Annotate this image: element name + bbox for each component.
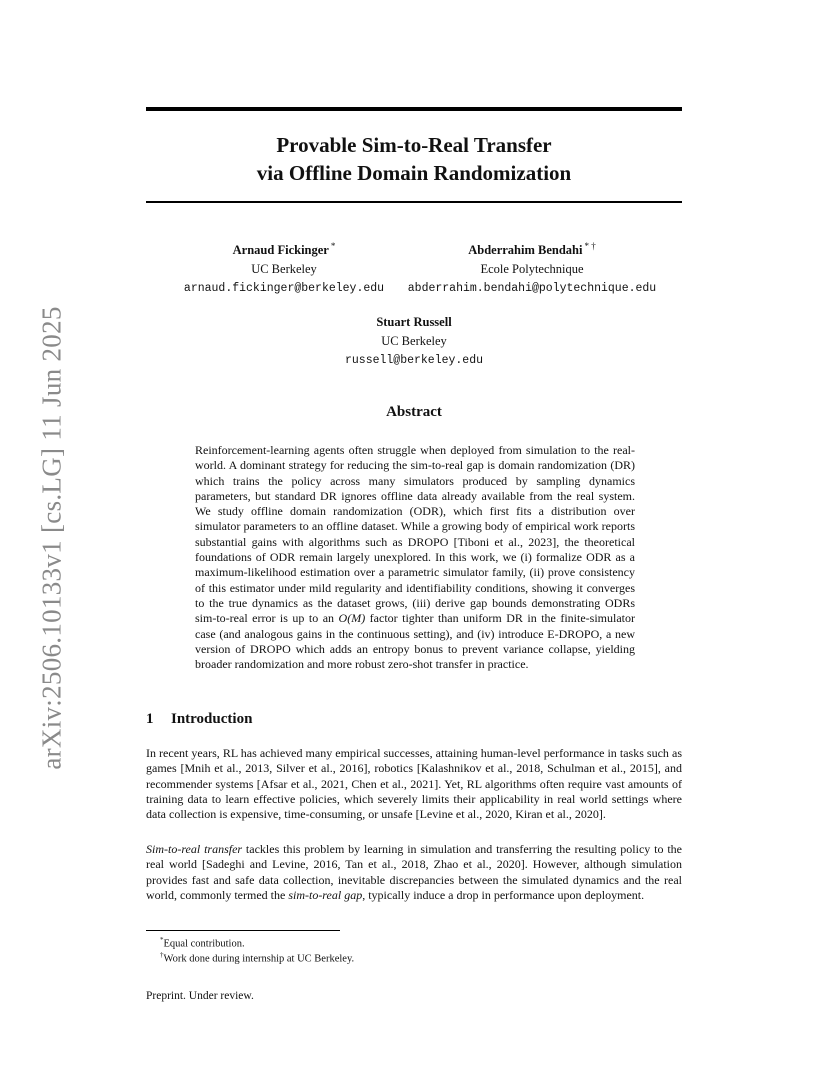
author-email: russell@berkeley.edu: [344, 354, 484, 367]
author-name: Stuart Russell: [376, 315, 452, 329]
paragraph-text: tackles this problem by learning in simulation and transferring the resulting policy to the real world [Sadeghi and Levine, 2016, Tan et al., 2018, Zhao et al., 2020]. However, although simulation provides fast and safe data collection, inevitable discrepancies between the simulated dynamics and the real world, commonly termed the: [146, 842, 682, 902]
section-title: Introduction: [171, 711, 253, 727]
author-affiliation: UC Berkeley: [251, 262, 317, 277]
footnote-text: Work done during internship at UC Berkeley.: [163, 953, 355, 965]
abstract-text-part-2: factor tighter than uniform DR in the finite-simulator case (and analogous gains in the continuous setting), and (iv) introduce E-DROPO, a new version of DROPO which adds an entropy bonus to prevent variance collapse, yielding broader randomization and more robust zero-shot transfer in practice.: [195, 611, 635, 672]
footnote-mark: †: [160, 951, 164, 959]
intro-paragraph-2: [146, 842, 682, 903]
author-block: [400, 237, 664, 298]
author-email: arnaud.fickinger@berkeley.edu: [183, 282, 385, 296]
author-name: Arnaud Fickinger: [232, 243, 329, 258]
footnote-rule: [146, 930, 340, 931]
author-footnote-mark: * †: [584, 241, 596, 251]
arxiv-identifier-stamp: arXiv:2506.10133v1 [cs.LG] 11 Jun 2025: [36, 306, 67, 770]
author-affiliation: UC Berkeley: [381, 334, 447, 348]
abstract-text: [195, 443, 635, 672]
section-number: 1: [146, 711, 154, 727]
abstract-math-expression: O(M): [338, 611, 366, 626]
author-block: [154, 237, 414, 298]
term-sim-to-real-transfer: Sim-to-real transfer: [146, 842, 243, 856]
footnote-mark: *: [160, 936, 164, 944]
footnote-2: [160, 948, 354, 967]
author-name: Abderrahim Bendahi: [468, 243, 583, 258]
footnote-text: Equal contribution.: [163, 938, 245, 950]
intro-paragraph-1: In recent years, RL has achieved many empirical successes, attaining human-level performance in tasks such as games [Mnih et al., 2013, Silver et al., 2016], robotics [Kalashnikov et al., 2018, Schulman et al., 2015], and recommender systems [Afsar et al., 2021, Chen et al., 2021]. Yet, RL algorithms often require vast amounts of training data to learn effective policies, which severely limits their applicability in real world settings where data collection is expensive, time-consuming, or unsafe [Levine et al., 2020, Kiran et al., 2020].: [146, 746, 682, 822]
term-sim-to-real-gap: sim-to-real gap: [288, 887, 363, 902]
preprint-notice: Preprint. Under review.: [146, 990, 254, 1002]
abstract-heading: Abstract: [386, 404, 442, 420]
section-heading-introduction: [146, 711, 682, 728]
abstract-text-part-1: Reinforcement-learning agents often struggle when deployed from simulation to the real-world. A dominant strategy for reducing the sim-to-real gap is domain randomization (DR) which trains the policy across many simulators produced by sampling dynamics parameters, but standard DR ignores offline data already available from the real system. We study offline domain randomization (ODR), which first fits a distribution over simulator parameters to an offline dataset. While a growing body of empirical work reports substantial gains with algorithms such as DROPO [Tiboni et al., 2023], the theoretical foundations of ODR remain largely unexplored. In this work, we (i) formalize ODR as a maximum-likelihood estimation over a parametric simulator family, (ii) prove consistency of this estimator under mild regularity and identifiability conditions, showing it converges to the true dynamics as the dataset grows, (iii) derive gap bounds demonstrating ODRs sim-to-real error is up to an: [195, 443, 635, 626]
author-email: abderrahim.bendahi@polytechnique.edu: [407, 282, 657, 296]
author-footnote-mark: *: [330, 241, 336, 251]
title-line-1: Provable Sim-to-Real Transfer: [276, 133, 552, 157]
author-block: [284, 313, 544, 370]
title-top-rule: [146, 107, 682, 111]
paragraph-text-end: , typically induce a drop in performance upon deployment.: [362, 887, 645, 902]
paper-title: [146, 131, 682, 187]
title-line-2: via Offline Domain Randomization: [256, 161, 572, 185]
author-affiliation: Ecole Polytechnique: [480, 262, 584, 277]
title-bottom-rule: [146, 201, 682, 203]
